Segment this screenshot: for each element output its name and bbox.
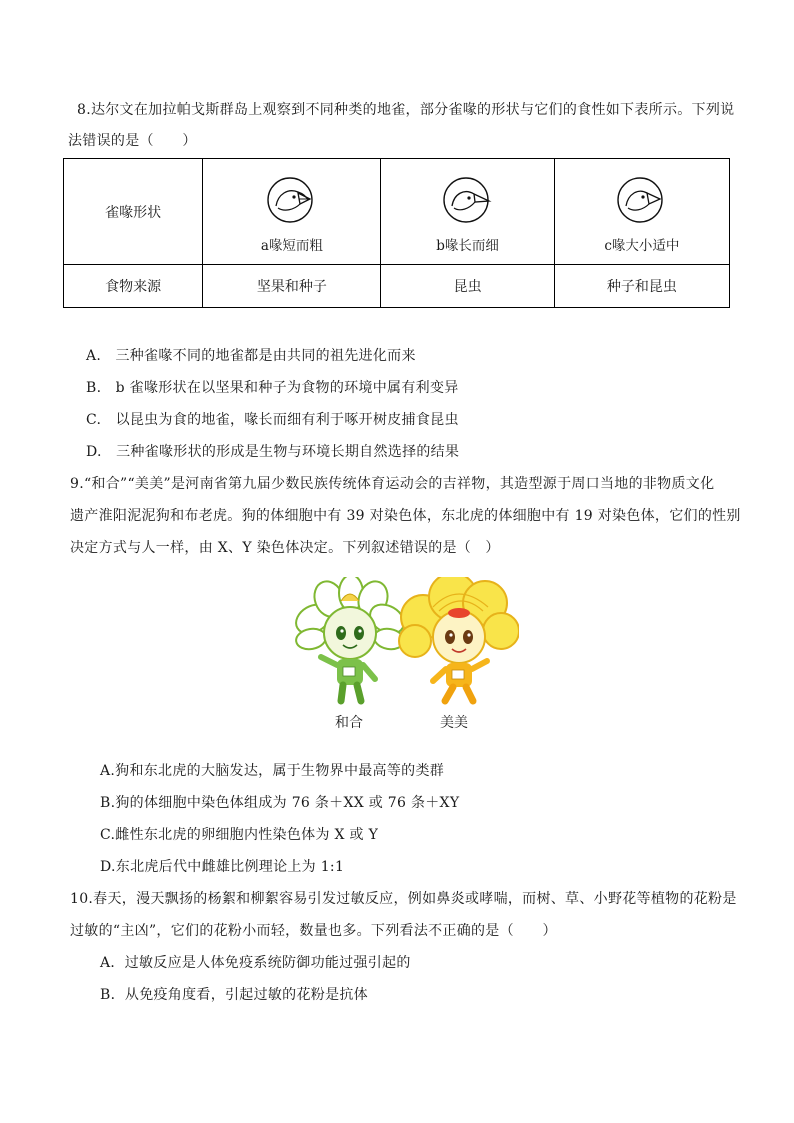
- finch-head-short-thick-beak-icon: [266, 176, 318, 224]
- beak-a-caption: a喙短而粗: [260, 237, 323, 254]
- table-cell-beak-c: [554, 159, 729, 265]
- finch-head-long-thin-beak-icon: [442, 176, 494, 224]
- q9-option-a: A.狗和东北虎的大脑发达，属于生物界中最高等的类群: [100, 763, 445, 779]
- q8-option-a: A. 三种雀喙不同的地雀都是由共同的祖先进化而来: [86, 348, 416, 364]
- q9-stem-line-2: 遗产淮阳泥泥狗和布老虎。狗的体细胞中有 39 对染色体，东北虎的体细胞中有 19 对染色体，它们的性别: [70, 508, 741, 524]
- q9-option-b: B.狗的体细胞中染色体组成为 76 条＋XX 或 76 条＋XY: [100, 795, 460, 811]
- q9-stem-line-1: 9.“和合”“美美”是河南省第九届少数民族传统体育运动会的吉祥物，其造型源于周口当地的非物质文化: [70, 476, 715, 492]
- food-c: 种子和昆虫: [554, 265, 729, 308]
- table-row-food-source: [64, 265, 730, 308]
- q8-option-b: B. b 雀喙形状在以坚果和种子为食物的环境中属有利变异: [86, 380, 459, 396]
- mascot-figures-image: [283, 577, 519, 707]
- table-header-food-source: 食物来源: [64, 265, 203, 308]
- mascot-label-meimei: 美美: [440, 715, 468, 731]
- q10-stem-line-1: 10.春天，漫天飘扬的杨絮和柳絮容易引发过敏反应，例如鼻炎或哮喘，而树、草、小野花等植物的花粉是: [70, 891, 737, 907]
- food-a: 坚果和种子: [203, 265, 381, 308]
- mascot-illustration: [283, 577, 519, 734]
- table-header-beak-shape: 雀喙形状: [64, 159, 203, 265]
- beak-b-caption: b喙长而细: [436, 237, 499, 254]
- q9-option-c: C.雌性东北虎的卵细胞内性染色体为 X 或 Y: [100, 827, 379, 843]
- mascot-label-hehe: 和合: [335, 715, 363, 731]
- q8-stem-line-2: 法错误的是（ ）: [68, 133, 197, 149]
- q8-option-c: C. 以昆虫为食的地雀，喙长而细有利于啄开树皮捕食昆虫: [86, 412, 459, 428]
- beak-food-table: [63, 158, 730, 308]
- finch-head-medium-beak-icon: [616, 176, 668, 224]
- q9-stem-line-3: 决定方式与人一样，由 X、Y 染色体决定。下列叙述错误的是（ ）: [70, 540, 500, 556]
- food-b: 昆虫: [381, 265, 554, 308]
- beak-c-caption: c喙大小适中: [604, 237, 680, 254]
- table-cell-beak-b: [381, 159, 554, 265]
- q9-option-d: D.东北虎后代中雌雄比例理论上为 1:1: [100, 859, 345, 875]
- q8-stem-line-1: 8.达尔文在加拉帕戈斯群岛上观察到不同种类的地雀，部分雀喙的形状与它们的食性如下表所示。下列说: [77, 102, 735, 118]
- q8-option-d: D. 三种雀喙形状的形成是生物与环境长期自然选择的结果: [86, 444, 460, 460]
- table-cell-beak-a: [203, 159, 381, 265]
- q10-stem-line-2: 过敏的“主凶”，它们的花粉小而轻，数量也多。下列看法不正确的是（ ）: [70, 923, 557, 939]
- table-row-beak-shape: [64, 159, 730, 265]
- q10-option-b: B．从免疫角度看，引起过敏的花粉是抗体: [100, 987, 368, 1003]
- mascot-hehe-figure: [291, 577, 409, 701]
- q10-option-a: A．过敏反应是人体免疫系统防御功能过强引起的: [100, 955, 411, 971]
- mascot-meimei-figure: [399, 577, 519, 701]
